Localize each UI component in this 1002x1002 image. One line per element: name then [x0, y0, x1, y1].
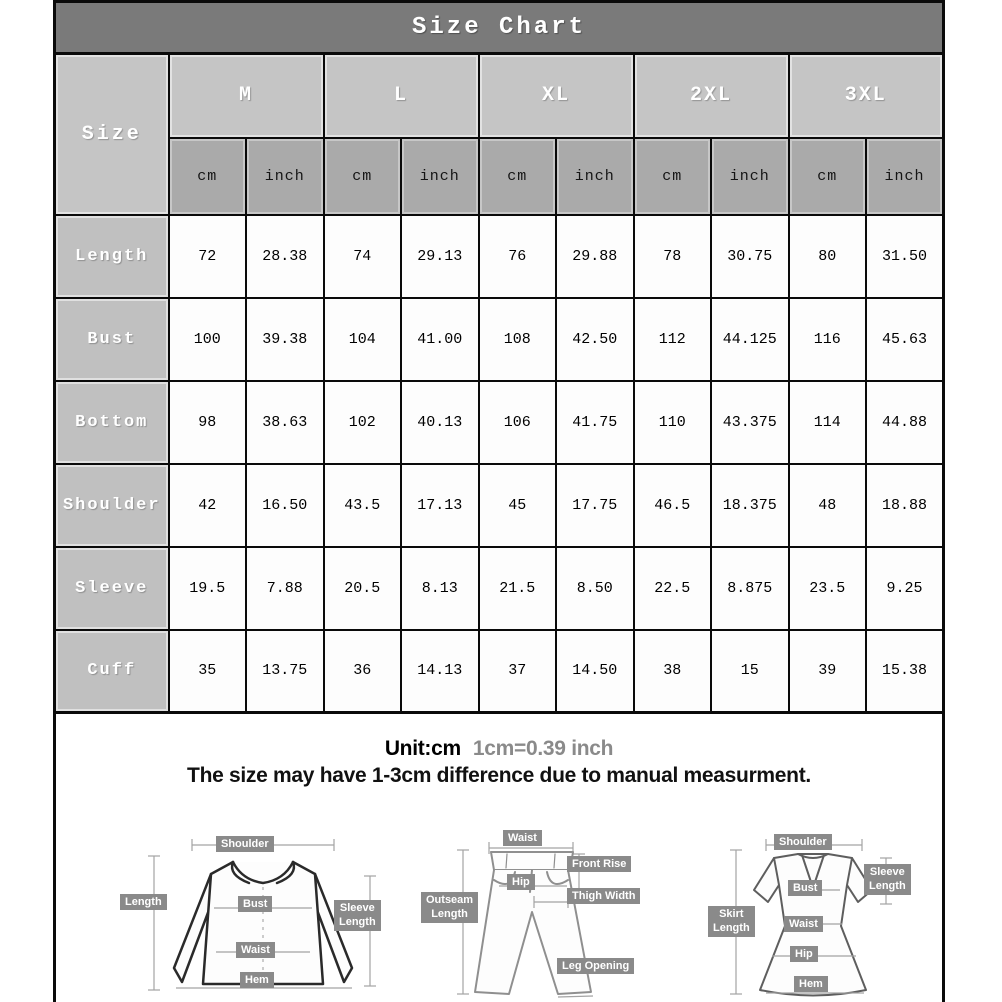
- value-cell: 16.50: [246, 464, 324, 547]
- value-cell: 14.13: [401, 630, 479, 713]
- value-cell: 104: [324, 298, 402, 381]
- label-skirt-length-line2: Length: [713, 922, 750, 935]
- value-cell: 31.50: [866, 215, 944, 298]
- value-cell: 28.38: [246, 215, 324, 298]
- measurement-diagrams: [56, 830, 942, 1002]
- unit-header-cm: cm: [634, 138, 712, 215]
- unit-header-cm: cm: [324, 138, 402, 215]
- unit-header-inch: inch: [246, 138, 324, 215]
- value-cell: 44.88: [866, 381, 944, 464]
- row-header-shoulder: Shoulder: [55, 464, 169, 547]
- value-cell: 46.5: [634, 464, 712, 547]
- value-cell: 39.38: [246, 298, 324, 381]
- value-cell: 23.5: [789, 547, 867, 630]
- label-thigh-width: Thigh Width: [567, 888, 640, 904]
- value-cell: 102: [324, 381, 402, 464]
- value-cell: 43.5: [324, 464, 402, 547]
- label-front-rise: Front Rise: [567, 856, 631, 872]
- label-shoulder: Shoulder: [216, 836, 274, 852]
- label-sleeve-length-line2: Length: [339, 916, 376, 929]
- notes-and-diagrams-section: [53, 714, 945, 1002]
- value-cell: 8.50: [556, 547, 634, 630]
- label-bust: Bust: [238, 896, 272, 912]
- chart-title: Size Chart: [53, 0, 945, 52]
- value-cell: 45: [479, 464, 557, 547]
- value-cell: 17.75: [556, 464, 634, 547]
- label-sleeve-length-line1: Sleeve: [339, 902, 375, 914]
- row-header-bottom: Bottom: [55, 381, 169, 464]
- corner-header-size: Size: [55, 54, 169, 215]
- unit-header-cm: cm: [479, 138, 557, 215]
- value-cell: 17.13: [401, 464, 479, 547]
- size-header-l: L: [324, 54, 479, 138]
- label-sleeve-length-line1: Sleeve: [869, 866, 905, 878]
- label-outseam-length: [421, 892, 478, 923]
- label-sleeve-length-line2: Length: [869, 880, 906, 893]
- value-cell: 7.88: [246, 547, 324, 630]
- disclaimer-note: The size may have 1-3cm difference due to manual measurment.: [187, 764, 811, 787]
- value-cell: 18.375: [711, 464, 789, 547]
- size-header-2xl: 2XL: [634, 54, 789, 138]
- value-cell: 19.5: [169, 547, 247, 630]
- size-header-m: M: [169, 54, 324, 138]
- value-cell: 80: [789, 215, 867, 298]
- value-cell: 22.5: [634, 547, 712, 630]
- value-cell: 108: [479, 298, 557, 381]
- label-skirt-length-line1: Skirt: [719, 908, 744, 920]
- unit-header-inch: inch: [711, 138, 789, 215]
- table-row-length: [55, 215, 944, 298]
- label-hip: Hip: [790, 946, 818, 962]
- value-cell: 106: [479, 381, 557, 464]
- value-cell: 116: [789, 298, 867, 381]
- value-cell: 78: [634, 215, 712, 298]
- notes-block: [56, 714, 942, 788]
- value-cell: 48: [789, 464, 867, 547]
- shirt-diagram: [112, 830, 407, 1002]
- label-bust: Bust: [788, 880, 822, 896]
- table-row-sleeve: [55, 547, 944, 630]
- label-outseam-length-line1: Outseam: [426, 894, 474, 906]
- label-waist: Waist: [784, 916, 823, 932]
- pants-diagram: [421, 830, 676, 1002]
- value-cell: 37: [479, 630, 557, 713]
- value-cell: 8.13: [401, 547, 479, 630]
- value-cell: 72: [169, 215, 247, 298]
- value-cell: 29.13: [401, 215, 479, 298]
- value-cell: 38.63: [246, 381, 324, 464]
- table-row-cuff: [55, 630, 944, 713]
- value-cell: 42: [169, 464, 247, 547]
- value-cell: 15.38: [866, 630, 944, 713]
- value-cell: 8.875: [711, 547, 789, 630]
- label-leg-opening: Leg Opening: [557, 958, 634, 974]
- label-skirt-length: [708, 906, 755, 937]
- value-cell: 35: [169, 630, 247, 713]
- size-header-3xl: 3XL: [789, 54, 944, 138]
- value-cell: 18.88: [866, 464, 944, 547]
- conversion-note: 1cm=0.39 inch: [472, 737, 614, 760]
- label-waist: Waist: [236, 942, 275, 958]
- label-hip: Hip: [507, 874, 535, 890]
- value-cell: 13.75: [246, 630, 324, 713]
- row-header-cuff: Cuff: [55, 630, 169, 713]
- unit-header-inch: inch: [401, 138, 479, 215]
- value-cell: 38: [634, 630, 712, 713]
- unit-note-line: [56, 737, 942, 761]
- unit-label: Unit:cm: [384, 737, 461, 760]
- value-cell: 41.75: [556, 381, 634, 464]
- value-cell: 74: [324, 215, 402, 298]
- label-length: Length: [120, 894, 167, 910]
- row-header-bust: Bust: [55, 298, 169, 381]
- unit-header-inch: inch: [556, 138, 634, 215]
- value-cell: 43.375: [711, 381, 789, 464]
- value-cell: 21.5: [479, 547, 557, 630]
- unit-header-cm: cm: [789, 138, 867, 215]
- value-cell: 76: [479, 215, 557, 298]
- value-cell: 36: [324, 630, 402, 713]
- value-cell: 45.63: [866, 298, 944, 381]
- table-row-bust: [55, 298, 944, 381]
- size-chart-panel: [53, 0, 945, 1002]
- dress-diagram: [708, 830, 928, 1002]
- value-cell: 42.50: [556, 298, 634, 381]
- table-row-shoulder: [55, 464, 944, 547]
- value-cell: 9.25: [866, 547, 944, 630]
- value-cell: 14.50: [556, 630, 634, 713]
- value-cell: 39: [789, 630, 867, 713]
- value-cell: 30.75: [711, 215, 789, 298]
- value-cell: 112: [634, 298, 712, 381]
- value-cell: 110: [634, 381, 712, 464]
- label-hem: Hem: [240, 972, 274, 988]
- label-sleeve-length: [864, 864, 911, 895]
- label-sleeve-length: [334, 900, 381, 931]
- value-cell: 100: [169, 298, 247, 381]
- unit-header-inch: inch: [866, 138, 944, 215]
- value-cell: 41.00: [401, 298, 479, 381]
- value-cell: 98: [169, 381, 247, 464]
- value-cell: 20.5: [324, 547, 402, 630]
- row-header-length: Length: [55, 215, 169, 298]
- label-waist: Waist: [503, 830, 542, 846]
- label-hem: Hem: [794, 976, 828, 992]
- size-header-xl: XL: [479, 54, 634, 138]
- value-cell: 44.125: [711, 298, 789, 381]
- label-outseam-length-line2: Length: [431, 908, 468, 921]
- size-table: [53, 52, 945, 714]
- table-row-bottom: [55, 381, 944, 464]
- value-cell: 114: [789, 381, 867, 464]
- value-cell: 40.13: [401, 381, 479, 464]
- row-header-sleeve: Sleeve: [55, 547, 169, 630]
- value-cell: 29.88: [556, 215, 634, 298]
- label-shoulder: Shoulder: [774, 834, 832, 850]
- unit-header-cm: cm: [169, 138, 247, 215]
- value-cell: 15: [711, 630, 789, 713]
